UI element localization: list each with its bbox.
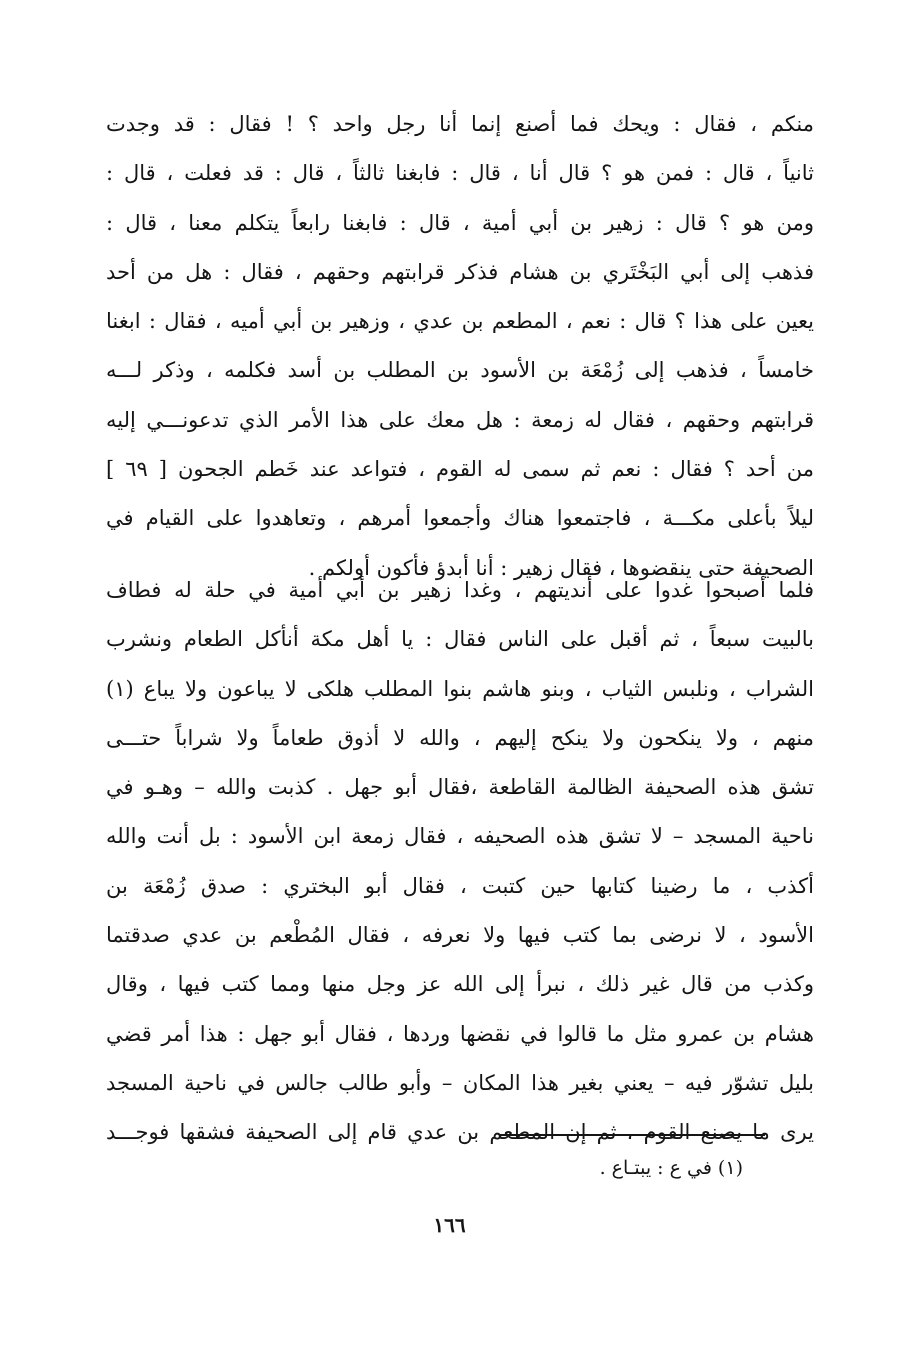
text-line: ليلاً بأعلى مكـــة ، فاجتمعوا هناك وأجمعوا أمرهم ، وتعاهدوا على القيام في [106,506,814,531]
page-number: ١٦٦ [433,1213,466,1237]
text-line: ناحية المسجد – لا تشق هذه الصحيفه ، فقال زمعة ابن الأسود : بل أنت والله [106,824,814,849]
text-line: خامساً ، فذهب إلى زُمْعَة بن الأسود بن المطلب بن أسد فكلمه ، وذكر لـــه [106,358,814,383]
text-line: ومن هو ؟ قال : زهير بن أبي أمية ، قال : فابغنا رابعاً يتكلم معنا ، قال : [106,210,814,235]
text-line: الأسود ، لا نرضى بما كتب فيها ولا نعرفه ، فقال المُطْعم بن عدي صدقتما [106,923,814,948]
text-line: الصحيفة حتى ينقضوها ، فقال زهير : أنا أبدؤ فأكون أولكم . [308,555,814,580]
text-line: وكذب من قال غير ذلك ، نبرأ إلى الله عز وجل منها ومما كتب فيها ، وقال [106,972,814,997]
text-line: ثانياً ، قال : فمن هو ؟ قال أنا ، قال : فابغنا ثالثاً ، قال : قد فعلت ، قال : [106,161,814,186]
text-line: يرى ما يصنع القوم ، ثم إن المطعم بن عدي قام إلى الصحيفة فشقها فوجـــد [106,1120,814,1145]
paragraph-1 [106,100,814,593]
text-line: أكذب ، ما رضينا كتابها حين كتبت ، فقال أبو البختري : صدق زُمْعَة بن [106,873,814,898]
text-line: بالبيت سبعاً ، ثم أقبل على الناس فقال : يا أهل مكة أنأكل الطعام ونشرب [106,627,814,652]
footnote-divider [499,1134,765,1136]
text-line: الشراب ، ونلبس الثياب ، وبنو هاشم بنوا المطلب هلكى لا يباعون ولا يباع (١) [106,676,814,701]
text-line: يعين على هذا ؟ قال : نعم ، المطعم بن عدي ، وزهير بن أبي أميه ، فقال : ابغنا [106,309,814,334]
text-line: بليل تشوّر فيه – يعني بغير هذا المكان – وأبو طالب جالس في ناحية المسجد [106,1070,814,1095]
text-line: قرابتهم وحقهم ، فقال له زمعة : هل معك على هذا الأمر الذي تدعونـــي إليه [106,407,814,432]
text-line: هشام بن عمرو مثل ما قالوا في نقضها وردها ، فقال أبو جهل : هذا أمر قضي [106,1021,814,1046]
text-line: منهم ، ولا ينكحون ولا ينكح إليهم ، والله لا أذوق طعاماً ولا شراباً حتـــى [106,725,814,750]
paragraph-2 [106,566,814,1158]
text-line: منكم ، فقال : ويحك فما أصنع إنما أنا رجل واحد ؟ ! فقال : قد وجدت [106,112,814,136]
text-line: تشق هذه الصحيفة الظالمة القاطعة ،فقال أبو جهل . كذبت والله – وهـو في [106,775,814,800]
text-line: من أحد ؟ فقال : نعم ثم سمى له القوم ، فتواعد عند خَطم الجحون [ ٦٩ ] [106,457,814,482]
footnote: (١) في ع : يبتـاع . [599,1157,743,1179]
text-line: فلما أصبحوا غدوا على أنديتهم ، وغدا زهير بن أبي أمية في حلة له فطاف [106,578,814,602]
text-line: فذهب إلى أبي البَخْتَري بن هشام فذكر قرابتهم وحقهم ، فقال : هل من أحد [106,259,814,284]
